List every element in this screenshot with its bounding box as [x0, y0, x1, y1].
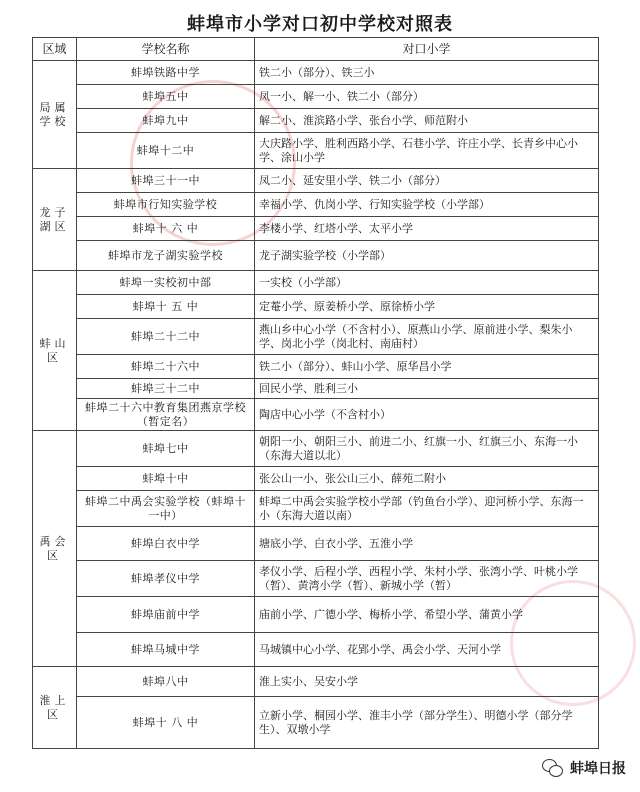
brand-watermark	[542, 758, 626, 778]
table-row	[33, 697, 599, 749]
header-feeders: 对口小学	[255, 38, 599, 61]
district-cell: 蚌山区	[33, 271, 77, 431]
school-name-cell: 蚌埠铁路中学	[77, 61, 255, 85]
table-row	[33, 295, 599, 319]
district-cell: 龙子湖区	[33, 169, 77, 271]
table-row	[33, 169, 599, 193]
table-row	[33, 271, 599, 295]
table-row	[33, 85, 599, 109]
table-row	[33, 399, 599, 431]
feeder-schools-cell: 蚌埠二中禹会实验学校小学部（钓鱼台小学）、迎河桥小学、东海一小（东海大道以南）	[255, 491, 599, 527]
school-table	[32, 37, 599, 749]
school-name-cell: 蚌埠白衣中学	[77, 527, 255, 561]
feeder-schools-cell: 凤二小、延安里小学、铁二小（部分）	[255, 169, 599, 193]
school-name-cell: 蚌埠十中	[77, 467, 255, 491]
header-district: 区域	[33, 38, 77, 61]
table-row	[33, 467, 599, 491]
feeder-schools-cell: 铁二小（部分）、蚌山小学、原华昌小学	[255, 355, 599, 379]
feeder-schools-cell: 铁二小（部分）、铁三小	[255, 61, 599, 85]
school-name-cell: 蚌埠一实校初中部	[77, 271, 255, 295]
school-name-cell: 蚌埠市龙子湖实验学校	[77, 241, 255, 271]
header-school: 学校名称	[77, 38, 255, 61]
district-cell: 淮上区	[33, 667, 77, 749]
table-row	[33, 667, 599, 697]
feeder-schools-cell: 塘底小学、白衣小学、五淮小学	[255, 527, 599, 561]
feeder-schools-cell: 李楼小学、红塔小学、太平小学	[255, 217, 599, 241]
school-name-cell: 蚌埠市行知实验学校	[77, 193, 255, 217]
school-name-cell: 蚌埠十二中	[77, 133, 255, 169]
brand-name: 蚌埠日报	[570, 761, 626, 777]
school-name-cell: 蚌埠二中禹会实验学校（蚌埠十一中）	[77, 491, 255, 527]
table-row	[33, 561, 599, 597]
school-name-cell: 蚌埠三十一中	[77, 169, 255, 193]
school-name-cell: 蚌埠马城中学	[77, 633, 255, 667]
wechat-icon	[542, 759, 564, 777]
table-row	[33, 491, 599, 527]
table-row	[33, 241, 599, 271]
school-name-cell: 蚌埠十 八 中	[77, 697, 255, 749]
feeder-schools-cell: 燕山乡中心小学（不含村小）、原燕山小学、原前进小学、梨朱小学、岗北小学（岗北村、南庙村）	[255, 319, 599, 355]
feeder-schools-cell: 凤一小、解一小、铁二小（部分）	[255, 85, 599, 109]
table-row	[33, 217, 599, 241]
school-name-cell: 蚌埠庙前中学	[77, 597, 255, 633]
school-name-cell: 蚌埠九中	[77, 109, 255, 133]
feeder-schools-cell: 张公山一小、张公山三小、薛苑二附小	[255, 467, 599, 491]
district-cell: 禹会区	[33, 431, 77, 667]
feeder-schools-cell: 一实校（小学部）	[255, 271, 599, 295]
table-row	[33, 633, 599, 667]
table-row	[33, 109, 599, 133]
table-row	[33, 355, 599, 379]
school-name-cell: 蚌埠十 五 中	[77, 295, 255, 319]
school-name-cell: 蚌埠二十六中教育集团燕京学校（暂定名）	[77, 399, 255, 431]
table-row	[33, 597, 599, 633]
feeder-schools-cell: 解二小、淮滨路小学、张台小学、师范附小	[255, 109, 599, 133]
school-name-cell: 蚌埠二十二中	[77, 319, 255, 355]
feeder-schools-cell: 马城镇中心小学、花郢小学、禹会小学、天河小学	[255, 633, 599, 667]
table-row	[33, 193, 599, 217]
feeder-schools-cell: 定菴小学、原姜桥小学、原徐桥小学	[255, 295, 599, 319]
feeder-schools-cell: 龙子湖实验学校（小学部）	[255, 241, 599, 271]
table-row	[33, 61, 599, 85]
feeder-schools-cell: 朝阳一小、朝阳三小、前进二小、红旗一小、红旗三小、东海一小（东海大道以北）	[255, 431, 599, 467]
feeder-schools-cell: 幸福小学、仇岗小学、行知实验学校（小学部）	[255, 193, 599, 217]
district-cell: 局属学校	[33, 61, 77, 169]
feeder-schools-cell: 立新小学、桐园小学、淮丰小学（部分学生）、明德小学（部分学生）、双墩小学	[255, 697, 599, 749]
school-name-cell: 蚌埠孝仪中学	[77, 561, 255, 597]
table-body	[33, 61, 599, 749]
document-title: 蚌埠市小学对口初中学校对照表	[187, 14, 453, 35]
feeder-schools-cell: 陶店中心小学（不含村小）	[255, 399, 599, 431]
table-row	[33, 527, 599, 561]
school-name-cell: 蚌埠三十二中	[77, 379, 255, 399]
feeder-schools-cell: 回民小学、胜利三小	[255, 379, 599, 399]
feeder-schools-cell: 孝仪小学、后程小学、西程小学、朱村小学、张湾小学、叶桃小学（暂）、黄湾小学（暂）、新城小学（暂）	[255, 561, 599, 597]
table-row	[33, 133, 599, 169]
table-row	[33, 431, 599, 467]
feeder-schools-cell: 淮上实小、吴安小学	[255, 667, 599, 697]
table-header-row	[33, 38, 599, 61]
school-name-cell: 蚌埠五中	[77, 85, 255, 109]
feeder-schools-cell: 庙前小学、广德小学、梅桥小学、希望小学、蒲黄小学	[255, 597, 599, 633]
table-row	[33, 379, 599, 399]
school-name-cell: 蚌埠十 六 中	[77, 217, 255, 241]
feeder-schools-cell: 大庆路小学、胜利西路小学、石巷小学、许庄小学、长青乡中心小学、涂山小学	[255, 133, 599, 169]
school-name-cell: 蚌埠八中	[77, 667, 255, 697]
school-name-cell: 蚌埠七中	[77, 431, 255, 467]
school-name-cell: 蚌埠二十六中	[77, 355, 255, 379]
table-row	[33, 319, 599, 355]
